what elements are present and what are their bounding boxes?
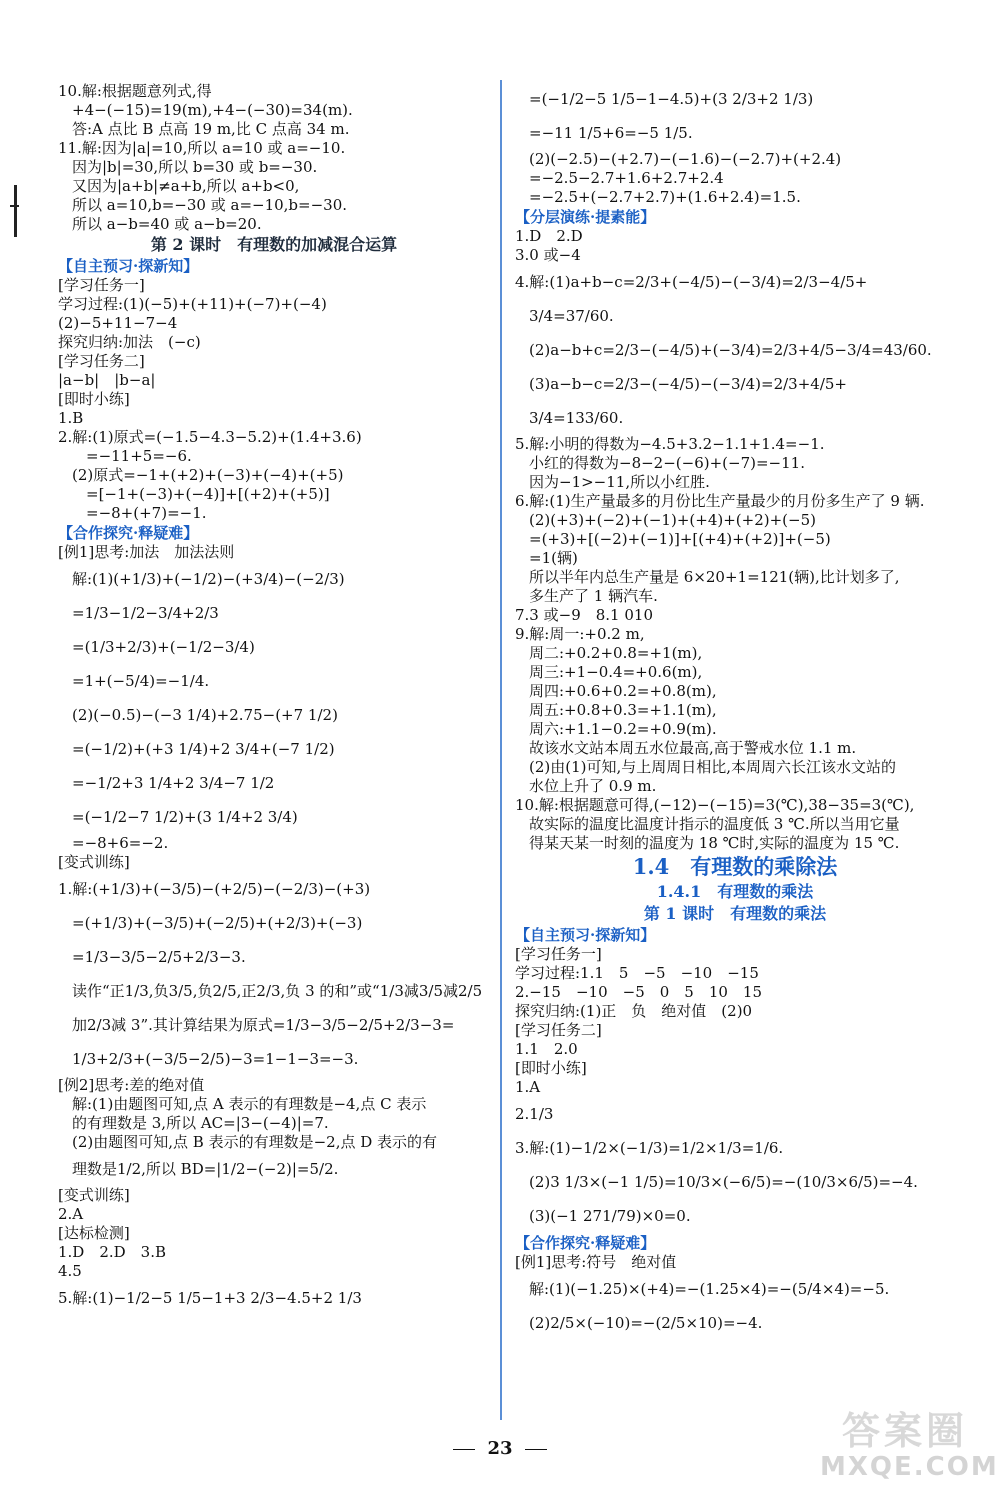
text-line: [学习任务二] — [58, 352, 145, 370]
text-line: (3)a−b−c=2/3−(−4/5)−(−3/4)=2/3+4/5+ — [529, 375, 847, 393]
text-line: 小红的得数为−8−2−(−6)+(−7)=−11. — [529, 454, 805, 472]
text-line: =(−1/2−7 1/2)+(3 1/4+2 3/4) — [72, 808, 298, 826]
text-line: (2)由题图可知,点 B 表示的有理数是−2,点 D 表示的有 — [72, 1133, 438, 1151]
text-line: 1.A — [515, 1078, 541, 1096]
text-line: =−8+(+7)=−1. — [86, 504, 207, 522]
section-header: 【合作探究·释疑难】 — [515, 1234, 656, 1252]
text-line: 探究归纳:加法 (−c) — [58, 333, 201, 351]
right-column — [515, 82, 955, 1340]
column-divider — [500, 80, 502, 1420]
text-line: 故实际的温度比温度计指示的温度低 3 ℃.所以当用它量 — [529, 815, 900, 833]
text-line: 解:(1)(+1/3)+(−1/2)−(+3/4)−(−2/3) — [72, 570, 345, 588]
text-line: [即时小练] — [58, 390, 130, 408]
text-line: 周三:+1−0.4=+0.6(m), — [529, 663, 703, 681]
text-line: =−1/2+3 1/4+2 3/4−7 1/2 — [72, 774, 275, 792]
text-line: (2)由(1)可知,与上周周日相比,本周周六长江该水文站的 — [529, 758, 897, 776]
text-line: 理数是1/2,所以 BD=|1/2−(−2)|=5/2. — [72, 1160, 339, 1178]
text-line: 学习过程:(1)(−5)+(+11)+(−7)+(−4) — [58, 295, 327, 313]
text-line: 4.5 — [58, 1262, 82, 1280]
text-line: 周四:+0.6+0.2=+0.8(m), — [529, 682, 717, 700]
text-line: (2)a−b+c=2/3−(−4/5)+(−3/4)=2/3+4/5−3/4=43/60. — [529, 341, 932, 359]
text-line: 10.解:根据题意列式,得 — [58, 82, 212, 100]
watermark-logo — [820, 1400, 999, 1495]
text-line: 解:(1)由题图可知,点 A 表示的有理数是−4,点 C 表示 — [72, 1095, 427, 1113]
section-header: 【自主预习·探新知】 — [515, 926, 656, 944]
text-line: (3)(−1 271/79)×0=0. — [529, 1207, 691, 1225]
text-line: 3.解:(1)−1/2×(−1/3)=1/2×1/3=1/6. — [515, 1139, 784, 1157]
section-header: 【自主预习·探新知】 — [58, 257, 199, 275]
text-line: =1/3−1/2−3/4+2/3 — [72, 604, 219, 622]
text-line: |a−b| |b−a| — [58, 371, 156, 389]
watermark-url: MXQE.COM — [820, 1452, 999, 1482]
text-line: =1+(−5/4)=−1/4. — [72, 672, 210, 690]
text-line: 2.解:(1)原式=(−1.5−4.3−5.2)+(1.4+3.6) — [58, 428, 362, 446]
text-line: 周五:+0.8+0.3=+1.1(m), — [529, 701, 717, 719]
text-line: 故该水文站本周五水位最高,高于警戒水位 1.1 m. — [529, 739, 857, 757]
text-line: 1.1 2.0 — [515, 1040, 578, 1058]
text-line: (2)(−0.5)−(−3 1/4)+2.75−(+7 1/2) — [72, 706, 338, 724]
text-line: [达标检测] — [58, 1224, 130, 1242]
text-line: [例2]思考:差的绝对值 — [58, 1076, 205, 1094]
text-line: 3/4=133/60. — [529, 409, 624, 427]
text-line: 6.解:(1)生产量最多的月份比生产量最少的月份多生产了 9 辆. — [515, 492, 925, 510]
text-line: 学习过程:1.1 5 −5 −10 −15 — [515, 964, 759, 982]
text-line: 多生产了 1 辆汽车. — [529, 587, 658, 605]
text-line: 加2/3减 3”.其计算结果为原式=1/3−3/5−2/5+2/3−3= — [72, 1016, 455, 1034]
text-line: [学习任务一] — [58, 276, 145, 294]
page-number-dash-left — [453, 1449, 475, 1450]
text-line: (2)2/5×(−10)=−(2/5×10)=−4. — [529, 1314, 763, 1332]
lesson-title: 第 2 课时 有理数的加减混合运算 — [150, 235, 398, 254]
text-line: =1/3−3/5−2/5+2/3−3. — [72, 948, 246, 966]
text-line: =−11+5=−6. — [86, 447, 192, 465]
text-line: [学习任务一] — [515, 945, 602, 963]
text-line: =(+3)+[(−2)+(−1)]+[(+4)+(+2)]+(−5) — [529, 530, 831, 548]
text-line: 2.−15 −10 −5 0 5 10 15 — [515, 983, 762, 1001]
text-line: 答:A 点比 B 点高 19 m,比 C 点高 34 m. — [72, 120, 350, 138]
text-line: 2.1/3 — [515, 1105, 554, 1123]
text-line: 因为|b|=30,所以 b=30 或 b=−30. — [72, 158, 318, 176]
text-line: 又因为|a+b|≠a+b,所以 a+b<0, — [72, 177, 300, 195]
section-header: 【分层演练·提素能】 — [515, 208, 656, 226]
text-line: =−2.5−2.7+1.6+2.7+2.4 — [529, 169, 724, 187]
text-line: 水位上升了 0.9 m. — [529, 777, 657, 795]
text-line: =(+1/3)+(−3/5)+(−2/5)+(+2/3)+(−3) — [72, 914, 363, 932]
text-line: 所以 a−b=40 或 a−b=20. — [72, 215, 262, 233]
text-line: 4.解:(1)a+b−c=2/3+(−4/5)−(−3/4)=2/3−4/5+ — [515, 273, 868, 291]
text-line: 1.B — [58, 409, 84, 427]
text-line: 1/3+2/3+(−3/5−2/5)−3=1−1−3=−3. — [72, 1050, 359, 1068]
text-line: 所以半年内总生产量是 6×20+1=121(辆),比计划多了, — [529, 568, 900, 586]
lesson-title: 1.4.1 有理数的乘法 — [656, 882, 814, 901]
text-line: (2)3 1/3×(−1 1/5)=10/3×(−6/5)=−(10/3×6/5)=−4. — [529, 1173, 918, 1191]
text-line: =1(辆) — [529, 549, 578, 567]
text-line: 7.3 或−9 8.1 010 — [515, 606, 653, 624]
section-header: 【合作探究·释疑难】 — [58, 524, 199, 542]
text-line: (2)(+3)+(−2)+(−1)+(+4)+(+2)+(−5) — [529, 511, 816, 529]
text-line: 9.解:周一:+0.2 m, — [515, 625, 645, 643]
text-line: 1.解:(+1/3)+(−3/5)−(+2/5)−(−2/3)−(+3) — [58, 880, 371, 898]
left-column — [58, 82, 490, 1315]
text-line: 5.解:(1)−1/2−5 1/5−1+3 2/3−4.5+2 1/3 — [58, 1289, 362, 1307]
text-line: =−8+6=−2. — [72, 834, 169, 852]
text-line: 1.D 2.D — [515, 227, 583, 245]
lesson-title: 第 1 课时 有理数的乘法 — [643, 904, 827, 923]
text-line: (2)−5+11−7−4 — [58, 314, 178, 332]
text-line: 解:(1)(−1.25)×(+4)=−(1.25×4)=−(5/4×4)=−5. — [529, 1280, 890, 1298]
text-line: 周六:+1.1−0.2=+0.9(m). — [529, 720, 717, 738]
text-line: [变式训练] — [58, 853, 130, 871]
text-line: (2)原式=−1+(+2)+(−3)+(−4)+(+5) — [72, 466, 344, 484]
text-line: 3.0 或−4 — [515, 246, 581, 264]
text-line: 读作“正1/3,负3/5,负2/5,正2/3,负 3 的和”或“1/3减3/5减2/5 — [72, 982, 483, 1000]
text-line: 2.A — [58, 1205, 84, 1223]
page-number-dash-right — [525, 1449, 547, 1450]
text-line: 因为−1>−11,所以小红胜. — [529, 473, 710, 491]
watermark-text: 答案圈 — [841, 1408, 968, 1453]
text-line: 的有理数是 3,所以 AC=|3−(−4)|=7. — [72, 1114, 329, 1132]
text-line: 1.D 2.D 3.B — [58, 1243, 167, 1261]
text-line: 10.解:根据题意可得,(−12)−(−15)=3(℃),38−35=3(℃), — [515, 796, 915, 814]
text-line: =−11 1/5+6=−5 1/5. — [529, 124, 693, 142]
text-line: [例1]思考:符号 绝对值 — [515, 1253, 677, 1271]
text-line: [例1]思考:加法 加法法则 — [58, 543, 235, 561]
text-line: =(−1/2)+(+3 1/4)+2 3/4+(−7 1/2) — [72, 740, 335, 758]
text-line: =(1/3+2/3)+(−1/2−3/4) — [72, 638, 255, 656]
text-line: [即时小练] — [515, 1059, 587, 1077]
text-line: [变式训练] — [58, 1186, 130, 1204]
lesson-title: 1.4 有理数的乘除法 — [632, 854, 838, 879]
text-line: (2)(−2.5)−(+2.7)−(−1.6)−(−2.7)+(+2.4) — [529, 150, 842, 168]
text-line: 所以 a=10,b=−30 或 a=−10,b=−30. — [72, 196, 348, 214]
text-line: 5.解:小明的得数为−4.5+3.2−1.1+1.4=−1. — [515, 435, 825, 453]
text-line: =−2.5+(−2.7+2.7)+(1.6+2.4)=1.5. — [529, 188, 801, 206]
page-number-text: 23 — [487, 1438, 513, 1459]
text-line: +4−(−15)=19(m),+4−(−30)=34(m). — [72, 101, 353, 119]
binding-mark-tick — [10, 205, 19, 207]
binding-mark — [14, 185, 17, 237]
text-line: 3/4=37/60. — [529, 307, 614, 325]
text-line: 得某天某一时刻的温度为 18 ℃时,实际的温度为 15 ℃. — [529, 834, 900, 852]
text-line: 探究归纳:(1)正 负 绝对值 (2)0 — [515, 1002, 753, 1020]
text-line: [学习任务二] — [515, 1021, 602, 1039]
text-line: 11.解:因为|a|=10,所以 a=10 或 a=−10. — [58, 139, 346, 157]
text-line: =[−1+(−3)+(−4)]+[(+2)+(+5)] — [86, 485, 330, 503]
text-line: =(−1/2−5 1/5−1−4.5)+(3 2/3+2 1/3) — [529, 90, 814, 108]
text-line: 周二:+0.2+0.8=+1(m), — [529, 644, 703, 662]
